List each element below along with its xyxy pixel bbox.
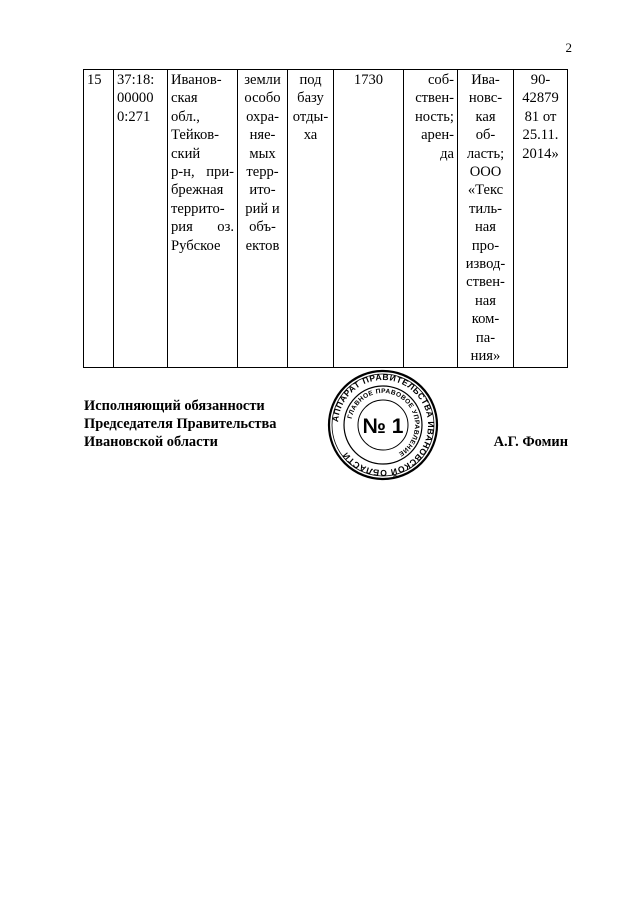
cell-text-line: 37:18: bbox=[117, 72, 155, 88]
cell-location bbox=[168, 70, 238, 368]
cell-registration-record bbox=[514, 70, 568, 368]
signer-name: А.Г. Фомин bbox=[493, 434, 568, 450]
cell-text-line: рий и bbox=[245, 200, 280, 217]
cell-text-line: ласть; bbox=[466, 145, 505, 162]
cell-text-line: охра- bbox=[246, 108, 279, 125]
cell-text-line: 25.11. bbox=[522, 127, 559, 144]
cell-text-line: ная bbox=[475, 292, 496, 309]
cell-text-line: ствен- bbox=[466, 274, 505, 291]
cell-text-line: ния» bbox=[470, 348, 501, 365]
cell-land-category bbox=[238, 70, 288, 368]
cell-text-line: об- bbox=[475, 127, 496, 144]
cell-text-line: ито- bbox=[249, 182, 276, 199]
page-number: 2 bbox=[565, 40, 572, 55]
seal-outer-text: АППАРАТ ПРАВИТЕЛЬСТВА ИВАНОВСКОЙ ОБЛАСТИ bbox=[330, 371, 437, 479]
cell-text-line: 1730 bbox=[353, 72, 384, 88]
cell-text-line: новс- bbox=[468, 90, 503, 107]
cell-right-type bbox=[404, 70, 458, 368]
cell-text-line: Иванов- bbox=[171, 72, 222, 88]
signature-title-line: Исполняющий обязанности bbox=[84, 398, 265, 414]
cell-text-line: объ- bbox=[249, 219, 276, 236]
cell-text-line: особо bbox=[244, 90, 281, 107]
cell-text-line: под bbox=[299, 72, 322, 88]
cell-cadastral-number bbox=[114, 70, 168, 368]
cell-text-line: мых bbox=[249, 145, 276, 162]
cell-area bbox=[334, 70, 404, 368]
cell-text-line: няе- bbox=[249, 127, 276, 144]
cell-text-line: рия оз. bbox=[171, 219, 234, 236]
cell-number bbox=[84, 70, 114, 368]
cell-text-line: земли bbox=[244, 72, 281, 88]
cell-text-line: Тейков- bbox=[171, 127, 220, 144]
cell-text-line: ская bbox=[171, 90, 198, 107]
cell-text-line: «Текс bbox=[467, 182, 504, 199]
cell-text-line: извод- bbox=[465, 256, 506, 273]
registry-table bbox=[83, 69, 568, 368]
cell-text-line: террито- bbox=[171, 200, 225, 217]
cell-text-line: ектов bbox=[245, 237, 280, 254]
cell-text-line: 42879 bbox=[522, 90, 559, 107]
cell-text-line: Ива- bbox=[471, 72, 500, 88]
cell-text-line: тиль- bbox=[469, 200, 502, 217]
cell-text-line: обл., bbox=[171, 108, 200, 125]
cell-text-line: 81 от bbox=[524, 108, 557, 125]
cell-text-line: ная bbox=[475, 219, 496, 236]
cell-text-line: 00000 bbox=[117, 90, 154, 107]
cell-text-line: Рубское bbox=[171, 237, 221, 254]
table-row bbox=[84, 70, 568, 368]
signature-title-block bbox=[84, 397, 276, 451]
cell-right-holder bbox=[458, 70, 514, 368]
cell-text-line: ха bbox=[303, 127, 318, 144]
signature-title-line: Председателя Правительства bbox=[84, 416, 277, 432]
cell-text-line: 90- bbox=[530, 72, 551, 88]
cell-text-line: ком- bbox=[471, 311, 500, 328]
cell-text-line: ность; bbox=[414, 108, 454, 125]
cell-text-line: про- bbox=[471, 237, 500, 254]
signature-title-line: Ивановской области bbox=[84, 434, 218, 450]
cell-text-line: 15 bbox=[87, 72, 102, 88]
cell-text-line: р-н, при- bbox=[171, 164, 234, 181]
cell-text-line: ский bbox=[171, 145, 201, 162]
cell-text-line: брежная bbox=[171, 182, 224, 199]
cell-text-line: арен- bbox=[421, 127, 454, 144]
cell-text-line: да bbox=[440, 145, 454, 162]
cell-text-line: ствен- bbox=[415, 90, 454, 107]
official-seal bbox=[327, 369, 439, 481]
cell-permitted-use bbox=[288, 70, 334, 368]
seal-center-number: № 1 bbox=[362, 415, 404, 438]
cell-text-line: соб- bbox=[427, 72, 454, 88]
seal-inner-text: ГЛАВНОЕ ПРАВОВОЕ УПРАВЛЕНИЕ bbox=[346, 387, 421, 458]
cell-text-line: базу bbox=[297, 90, 324, 107]
cell-text-line: ООО bbox=[469, 164, 502, 181]
cell-text-line: кая bbox=[475, 108, 496, 125]
cell-text-line: терр- bbox=[246, 164, 279, 181]
cell-text-line: 2014» bbox=[522, 145, 559, 162]
cell-text-line: отды- bbox=[292, 108, 329, 125]
cell-text-line: па- bbox=[475, 329, 496, 346]
cell-text-line: 0:271 bbox=[117, 108, 151, 125]
